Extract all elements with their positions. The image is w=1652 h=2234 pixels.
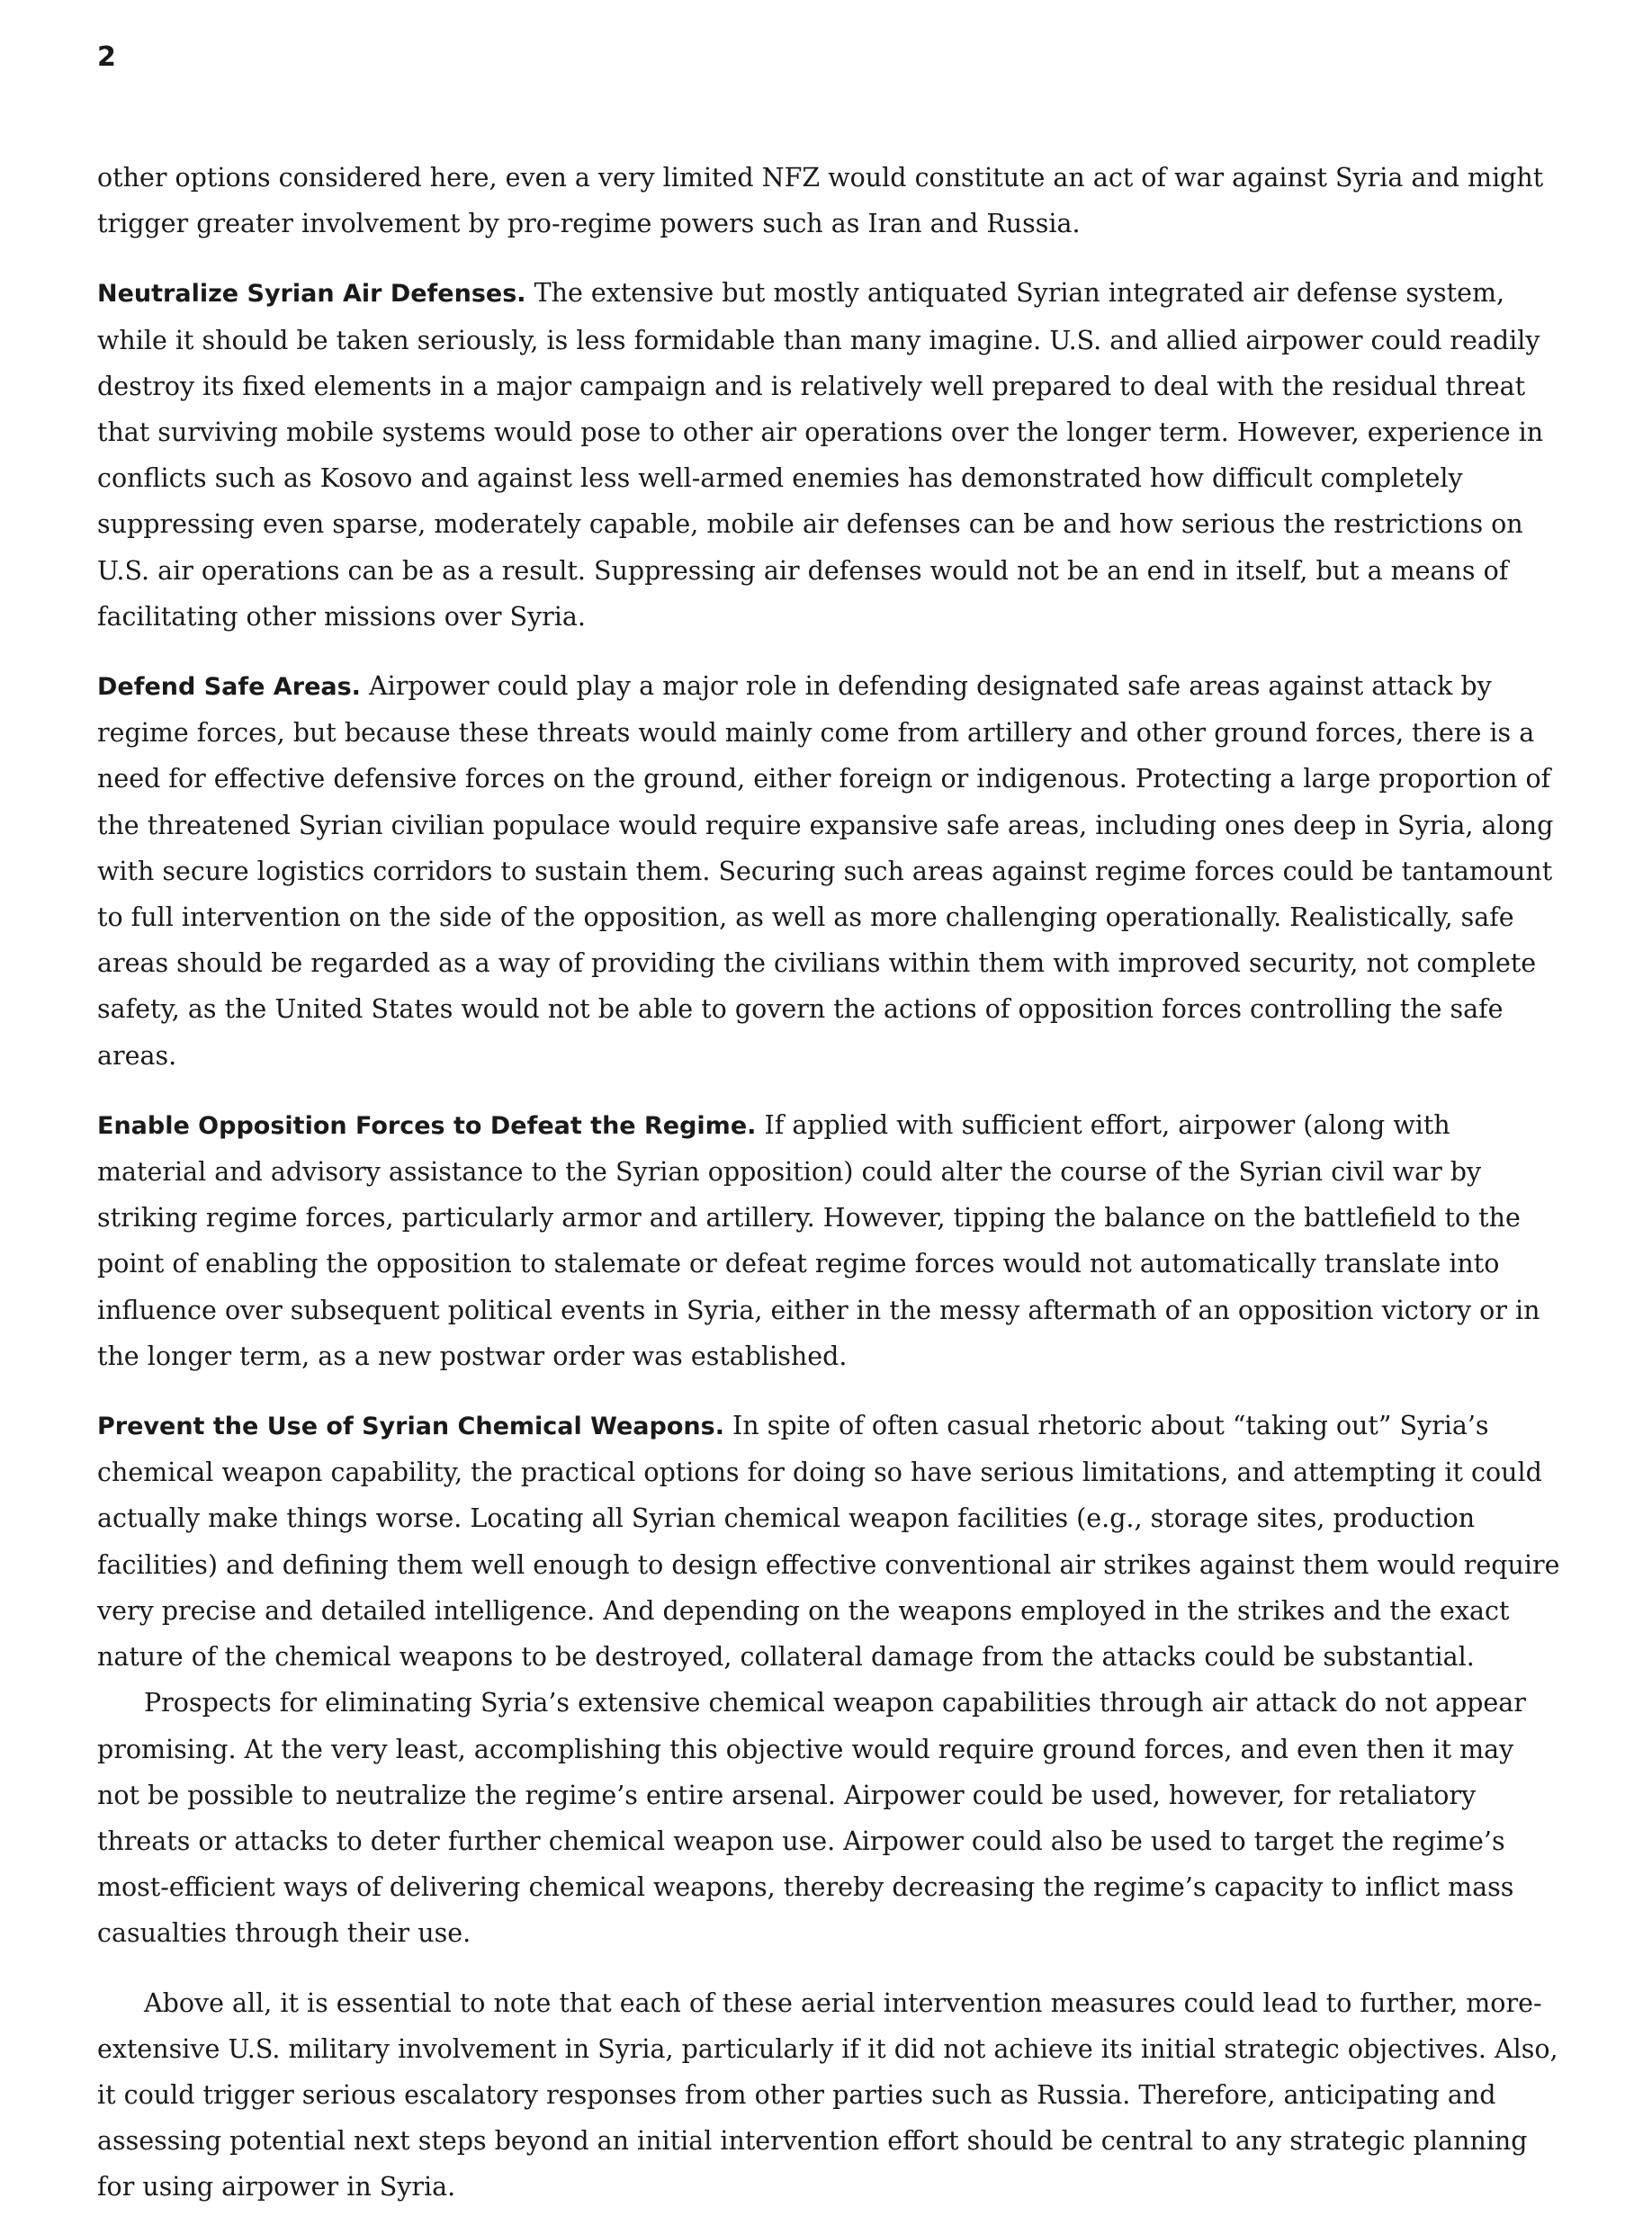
paragraph-opposition-forces — [97, 1102, 1560, 1379]
paragraph-text: The extensive but mostly antiquated Syrian integrated air defense system, while it should be taken seriously, is less formidable than many imagine. U.S. and allied airpower could readily destroy its fixed elements in a major campaign and is relatively well prepared to deal with the residual threat that surviving mobile systems would pose to other air operations over the longer term. However, experience in conflicts such as Kosovo and against less well-armed enemies has demonstrated how difficult completely suppressing even sparse, moderately capable, mobile air defenses can be and how serious the restrictions on U.S. air operations can be as a result. Suppressing air defenses would not be an end in itself, but a means of facilitating other missions over Syria. — [97, 278, 1544, 632]
paragraph-text: other options considered here, even a very limited NFZ would constitute an act of war against Syria and might trigger greater involvement by pro-regime powers such as Iran and Russia. — [97, 163, 1544, 239]
paragraph-text: Airpower could play a major role in defending designated safe areas against attack by regime forces, but because these threats would mainly come from artillery and other ground forces, there is a need for effective defensive forces on the ground, either foreign or indigenous. Protecting a large proportion of the threatened Syrian civilian populace would require expansive safe areas, including ones deep in Syria, along with secure logistics corridors to sustain them. Securing such areas against regime forces could be tantamount to full intervention on the side of the opposition, as well as more challenging operationally. Realistically, safe areas should be regarded as a way of providing the civilians within them with improved security, not complete safety, as the United States would not be able to govern the actions of opposition forces controlling the safe areas. — [97, 671, 1554, 1071]
paragraph-safe-areas — [97, 663, 1560, 1079]
paragraph-heading: Neutralize Syrian Air Defenses. — [97, 280, 526, 309]
paragraph-text: Prospects for eliminating Syria’s extensive chemical weapon capabilities through air attack do not appear promising. At the very least, accomplishing this objective would require ground forces, and even then it may not be possible to neutralize the regime’s entire arsenal. Airpower could be used, however, for retaliatory threats or attacks to deter further chemical weapon use. Airpower could also be used to target the regime’s most-efficient ways of delivering chemical weapons, thereby decreasing the regime’s capacity to inflict mass casualties through their use. — [97, 1688, 1526, 1949]
page-number: 2 — [97, 41, 116, 73]
body-text — [97, 155, 1560, 2234]
paragraph-text: In spite of often casual rhetoric about “taking out” Syria’s chemical weapon capability, the practical options for doing so have serious limitations, and attempting it could actually make things worse. Locating all Syrian chemical weapon facilities (e.g., storage sites, production facilities) and defining them well enough to design effective conventional air strikes against them would require very precise and detailed intelligence. And depending on the weapons employed in the strikes and the exact nature of the chemical weapons to be destroyed, collateral damage from the attacks could be substantial. — [97, 1411, 1560, 1673]
paragraph-heading: Enable Opposition Forces to Defeat the Regime. — [97, 1111, 757, 1140]
paragraph-text: If applied with sufficient effort, airpower (along with material and advisory assistance to the Syrian opposition) could alter the course of the Syrian civil war by striking regime forces, particularly armor and artillery. However, tipping the balance on the battlefield to the point of enabling the opposition to stalemate or defeat regime forces would not automatically translate into influence over subsequent political events in Syria, either in the messy aftermath of an opposition victory or in the longer term, as a new postwar order was established. — [97, 1109, 1540, 1371]
paragraph-chemical-weapons — [97, 1403, 1560, 1680]
paragraph-heading: Prevent the Use of Syrian Chemical Weapons. — [97, 1413, 724, 1441]
paragraph-nfz-continuation — [97, 155, 1560, 247]
paragraph-conclusion — [97, 1980, 1560, 2211]
paragraph-text: Above all, it is essential to note that each of these aerial intervention measures could lead to further, more-extensive U.S. military involvement in Syria, particularly if it did not achieve its initial strategic objectives. Also, it could trigger serious escalatory responses from other parties such as Russia. Therefore, anticipating and assessing potential next steps beyond an initial intervention effort should be central to any strategic planning for using airpower in Syria. — [97, 1987, 1558, 2203]
paragraph-heading: Defend Safe Areas. — [97, 673, 361, 702]
paragraph-chemical-prospects — [97, 1680, 1560, 1956]
paragraph-air-defenses — [97, 270, 1560, 640]
